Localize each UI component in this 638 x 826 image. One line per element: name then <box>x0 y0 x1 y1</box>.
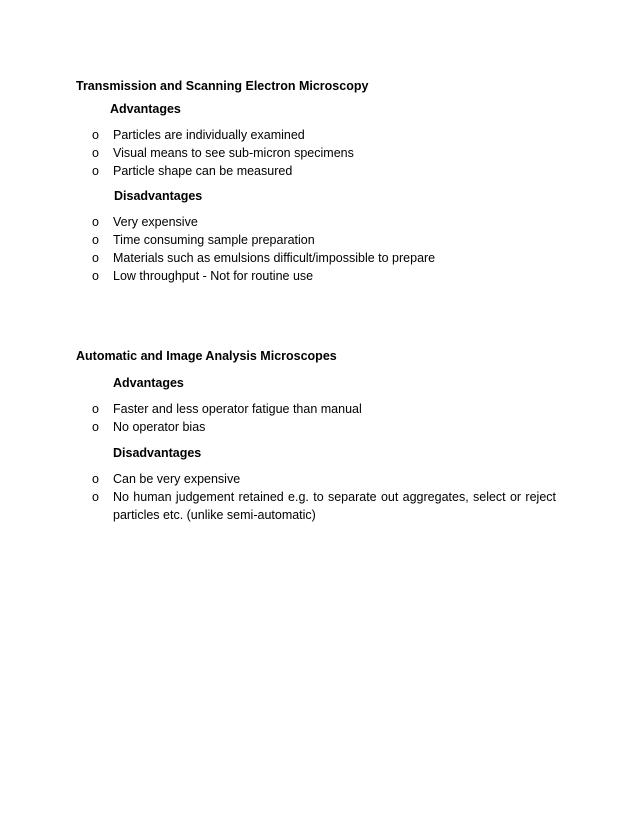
list-item: o Materials such as emulsions difficult/impossible to prepare <box>92 251 436 265</box>
bullet-icon: o <box>92 164 99 178</box>
list-item: o Can be very expensive <box>92 472 241 486</box>
disadvantages-heading: Disadvantages <box>114 189 203 203</box>
bullet-icon: o <box>92 472 99 486</box>
list-item: o Faster and less operator fatigue than manual <box>92 402 362 416</box>
bullet-icon: o <box>92 269 99 283</box>
section-title: Automatic and Image Analysis Microscopes <box>76 349 337 363</box>
list-item: o No operator bias <box>92 420 206 434</box>
bullet-icon: o <box>92 420 99 434</box>
bullet-icon: o <box>92 233 99 247</box>
list-item: o Low throughput - Not for routine use <box>92 269 314 283</box>
disadvantages-heading: Disadvantages <box>113 446 202 460</box>
list-item: o No human judgement retained e.g. to separate out aggregates, select or reject particles etc. (unlike semi-automatic) <box>92 490 556 522</box>
list-item: o Particle shape can be measured <box>92 164 293 178</box>
list-item: o Particles are individually examined <box>92 128 305 142</box>
list-item: o Visual means to see sub-micron specimens <box>92 146 354 160</box>
bullet-icon: o <box>92 146 99 160</box>
bullet-icon: o <box>92 251 99 265</box>
bullet-icon: o <box>92 402 99 416</box>
section-electron-microscopy <box>76 78 556 285</box>
list-item: o Time consuming sample preparation <box>92 233 315 247</box>
advantages-heading: Advantages <box>113 376 184 390</box>
bullet-icon: o <box>92 490 99 504</box>
disadvantages-list <box>76 213 556 285</box>
advantages-heading: Advantages <box>110 102 181 116</box>
bullet-icon: o <box>92 128 99 142</box>
disadvantages-list <box>76 470 556 524</box>
advantages-list <box>76 400 556 436</box>
bullet-icon: o <box>92 215 99 229</box>
advantages-list <box>76 126 556 180</box>
list-item: o Very expensive <box>92 215 198 229</box>
section-image-analysis <box>76 348 556 524</box>
section-title: Transmission and Scanning Electron Microscopy <box>76 79 369 93</box>
